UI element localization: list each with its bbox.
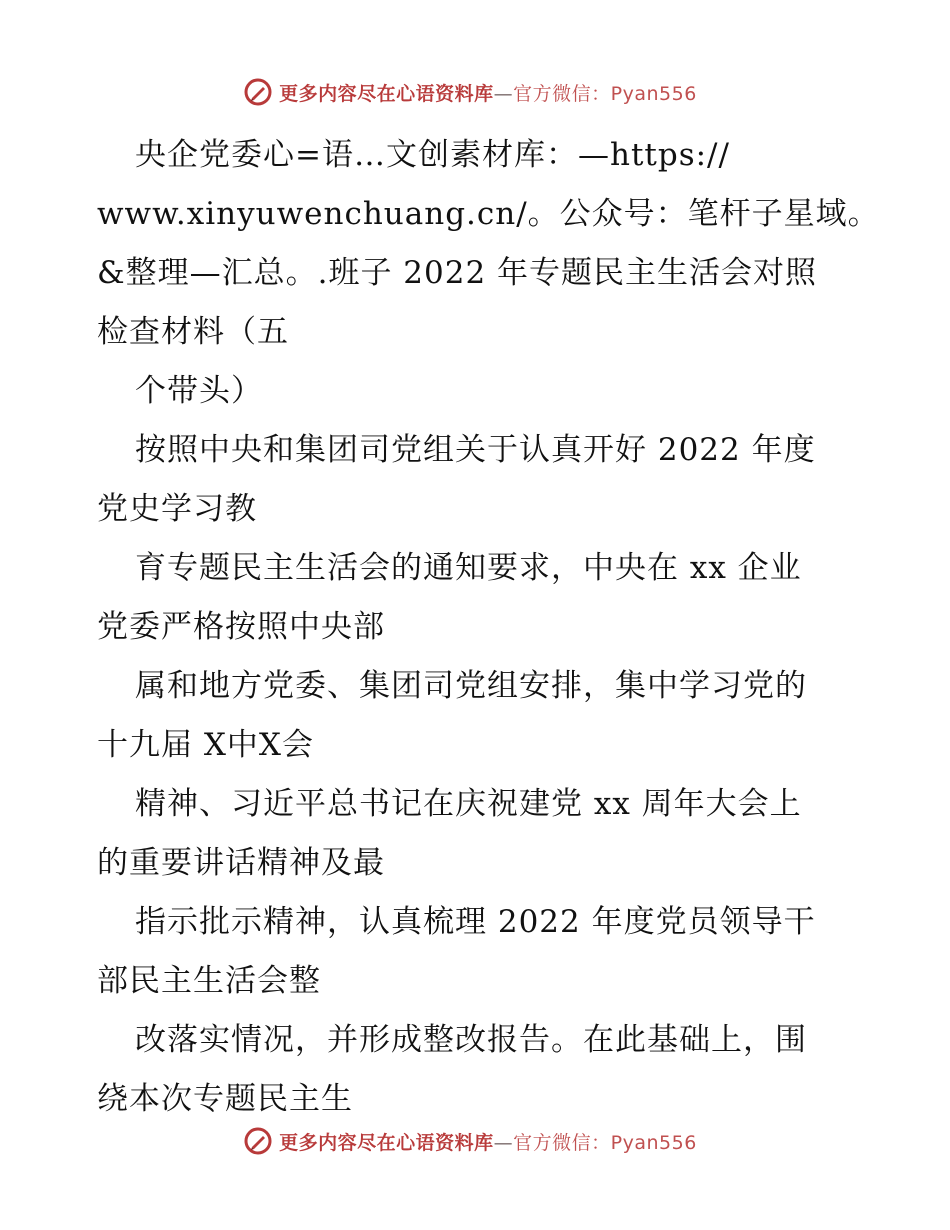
body-line: 属和地方党委、集团司党组安排，集中学习党的 xyxy=(135,668,807,704)
body-line: 检查材料（五 xyxy=(97,314,289,350)
body-line: 部民主生活会整 xyxy=(97,963,321,999)
body-line: 改落实情况，并形成整改报告。在此基础上，围 xyxy=(135,1022,807,1058)
body-line: 指示批示精神，认真梳理 2022 年度党员领导干 xyxy=(135,904,816,940)
footer-separator: — xyxy=(493,1131,514,1154)
footer-wechat: 官方微信：Pyan556 xyxy=(513,1131,697,1154)
header-wechat: 官方微信：Pyan556 xyxy=(513,82,697,105)
footer-banner xyxy=(0,1121,950,1161)
header-title: 更多内容尽在心语资料库 xyxy=(279,82,494,105)
body-line: 育专题民主生活会的通知要求，中央在 xx 企业 xyxy=(135,550,802,586)
body-line: 央企党委心=语…文创素材库：—https:// xyxy=(135,137,730,173)
body-line: 精神、习近平总书记在庆祝建党 xx 周年大会上 xyxy=(135,786,802,822)
body-line: www.xinyuwenchuang.cn/。公众号：笔杆子星域。 xyxy=(97,196,880,232)
body-line: 党委严格按照中央部 xyxy=(97,609,385,645)
body-line: 党史学习教 xyxy=(97,491,257,527)
header-banner xyxy=(0,72,950,112)
body-line: 按照中央和集团司党组关于认真开好 2022 年度 xyxy=(135,432,816,468)
body-line: 个带头） xyxy=(135,373,263,409)
pen-logo-icon xyxy=(243,1126,273,1156)
body-line: &整理—汇总。.班子 2022 年专题民主生活会对照 xyxy=(97,255,818,291)
body-line: 绕本次专题民主生 xyxy=(97,1081,353,1117)
pen-logo-icon xyxy=(243,77,273,107)
document-body xyxy=(97,126,880,1129)
body-line: 的重要讲话精神及最 xyxy=(97,845,385,881)
body-line: 十九届 X中X会 xyxy=(97,727,314,763)
footer-title: 更多内容尽在心语资料库 xyxy=(279,1131,494,1154)
header-separator: — xyxy=(493,82,514,105)
